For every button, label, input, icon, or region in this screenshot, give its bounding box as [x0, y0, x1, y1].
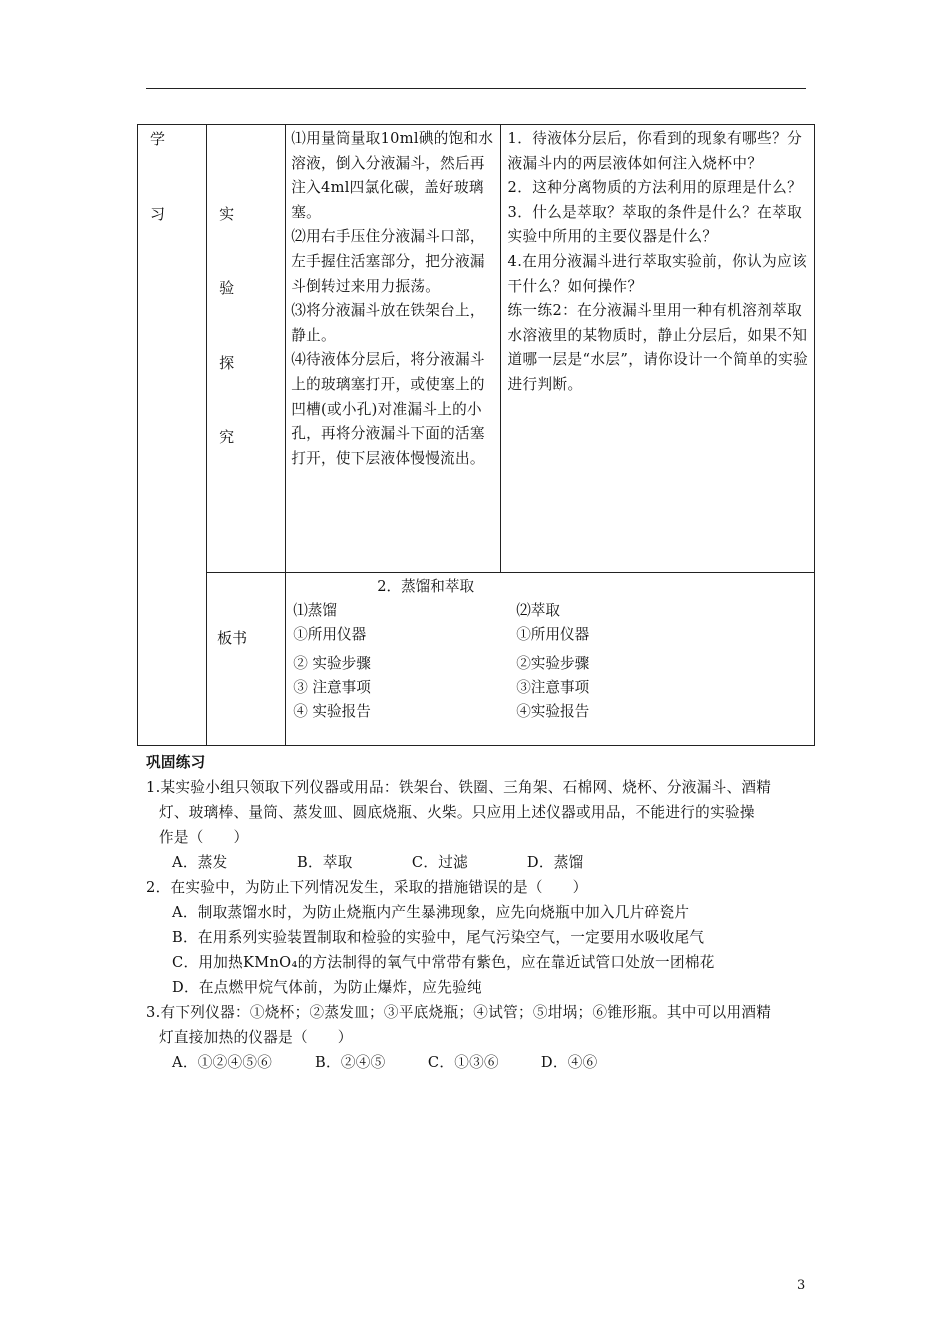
exercises [146, 750, 826, 1075]
lesson-table [137, 124, 815, 746]
q1-line: 1.某实验小组只领取下列仪器或用品：铁架台、铁圈、三角架、石棉网、烧杯、分液漏斗、酒精 [146, 779, 772, 796]
board-right-item: ③注意事项 [516, 679, 590, 696]
q1-line: 灯、玻璃棒、量筒、蒸发皿、圆底烧瓶、火柴。只应用上述仪器或用品，不能进行的实验操 [159, 804, 755, 821]
experiment-char: 验 [219, 279, 235, 297]
step-item: ⑵用右手压住分液漏斗口部，左手握住活塞部分，把分液漏斗倒转过来用力振荡。 [291, 228, 485, 295]
section-label-cell [138, 125, 207, 746]
question-item: 练一练2：在分液漏斗里用一种有机溶剂萃取水溶液里的某物质时，静止分层后，如果不知道哪一层是“水层”，请你设计一个简单的实验进行判断。 [507, 302, 809, 393]
board-left-item: ⑴蒸馏 [293, 602, 337, 619]
q3-option: A．①②④⑤⑥ [172, 1054, 273, 1071]
q3-option: B．②④⑤ [314, 1054, 386, 1071]
steps-cell [286, 125, 500, 573]
q3-line: 灯直接加热的仪器是（ ） [159, 1029, 353, 1046]
experiment-char: 究 [219, 428, 235, 446]
board-right-column [516, 599, 589, 724]
board-left-item: ③ 注意事项 [293, 679, 371, 696]
step-item: ⑴用量筒量取10ml碘的饱和水溶液，倒入分液漏斗，然后再注入4ml四氯化碳，盖好玻璃塞。 [291, 130, 494, 221]
q2-option: B．在用系列实验装置制取和检验的实验中，尾气污染空气，一定要用水吸收尾气 [172, 929, 705, 946]
board-right-item: ⑵萃取 [516, 602, 560, 619]
board-left-column [293, 599, 371, 724]
board-right-item: ②实验步骤 [516, 655, 590, 672]
q2-option: D．在点燃甲烷气体前，为防止爆炸，应先验纯 [172, 979, 482, 996]
q3-option: D．④⑥ [540, 1054, 598, 1071]
experiment-row [138, 125, 815, 573]
question-item: 3．什么是萃取？萃取的条件是什么？在萃取实验中所用的主要仪器是什么？ [507, 203, 803, 246]
step-item: ⑷待液体分层后，将分液漏斗上的玻璃塞打开，或使塞上的凹槽(或小孔)对准漏斗上的小孔，再将分液漏斗下面的活塞打开，使下层液体慢慢流出。 [291, 351, 485, 467]
q2-option: C．用加热KMnO₄的方法制得的氧气中常带有紫色，应在靠近试管口处放一团棉花 [172, 954, 715, 971]
q3-option: C．①③⑥ [427, 1054, 499, 1071]
board-row [138, 573, 815, 746]
q3-options [146, 1050, 826, 1075]
board-label-cell [207, 573, 286, 746]
board-title: 2．蒸馏和萃取 [377, 578, 475, 595]
q1-option: C．过滤 [411, 854, 469, 871]
experiment-char: 探 [219, 354, 235, 372]
q1-line: 作是（ ） [159, 829, 249, 846]
q1-option: B．萃取 [296, 854, 353, 871]
q3-line: 3.有下列仪器：①烧杯；②蒸发皿；③平底烧瓶；④试管；⑤坩埚；⑥锥形瓶。其中可以用酒精 [146, 1004, 772, 1021]
page-number: 3 [797, 1278, 806, 1293]
section-char: 习 [150, 205, 166, 223]
q1-option: D．蒸馏 [526, 854, 584, 871]
board-right-item: ④实验报告 [516, 703, 590, 720]
section-char: 学 [150, 130, 166, 148]
question-item: 1．待液体分层后，你看到的现象有哪些？分液漏斗内的两层液体如何注入烧杯中？ [507, 130, 803, 172]
exercises-heading: 巩固练习 [146, 754, 206, 771]
questions-cell [500, 125, 814, 573]
board-label: 板书 [217, 629, 248, 647]
q1-option: A．蒸发 [172, 854, 228, 871]
header-rule [146, 88, 806, 89]
board-left-item: ② 实验步骤 [293, 655, 371, 672]
q2-option: A．制取蒸馏水时，为防止烧瓶内产生暴沸现象，应先向烧瓶中加入几片碎瓷片 [172, 904, 690, 921]
step-item: ⑶将分液漏斗放在铁架台上，静止。 [291, 302, 485, 344]
q1-options [146, 850, 826, 875]
experiment-label-cell [207, 125, 286, 573]
q2-stem: 2．在实验中，为防止下列情况发生，采取的措施错误的是（ ） [146, 879, 588, 896]
question-item: 4.在用分液漏斗进行萃取实验前，你认为应该干什么？如何操作？ [507, 252, 808, 295]
board-left-item: ①所用仪器 [293, 626, 367, 643]
board-left-item: ④ 实验报告 [293, 703, 371, 720]
board-content-cell [286, 573, 815, 746]
question-item: 2．这种分离物质的方法利用的原理是什么？ [507, 179, 803, 197]
board-right-item: ①所用仪器 [516, 626, 590, 643]
experiment-char: 实 [219, 205, 235, 223]
